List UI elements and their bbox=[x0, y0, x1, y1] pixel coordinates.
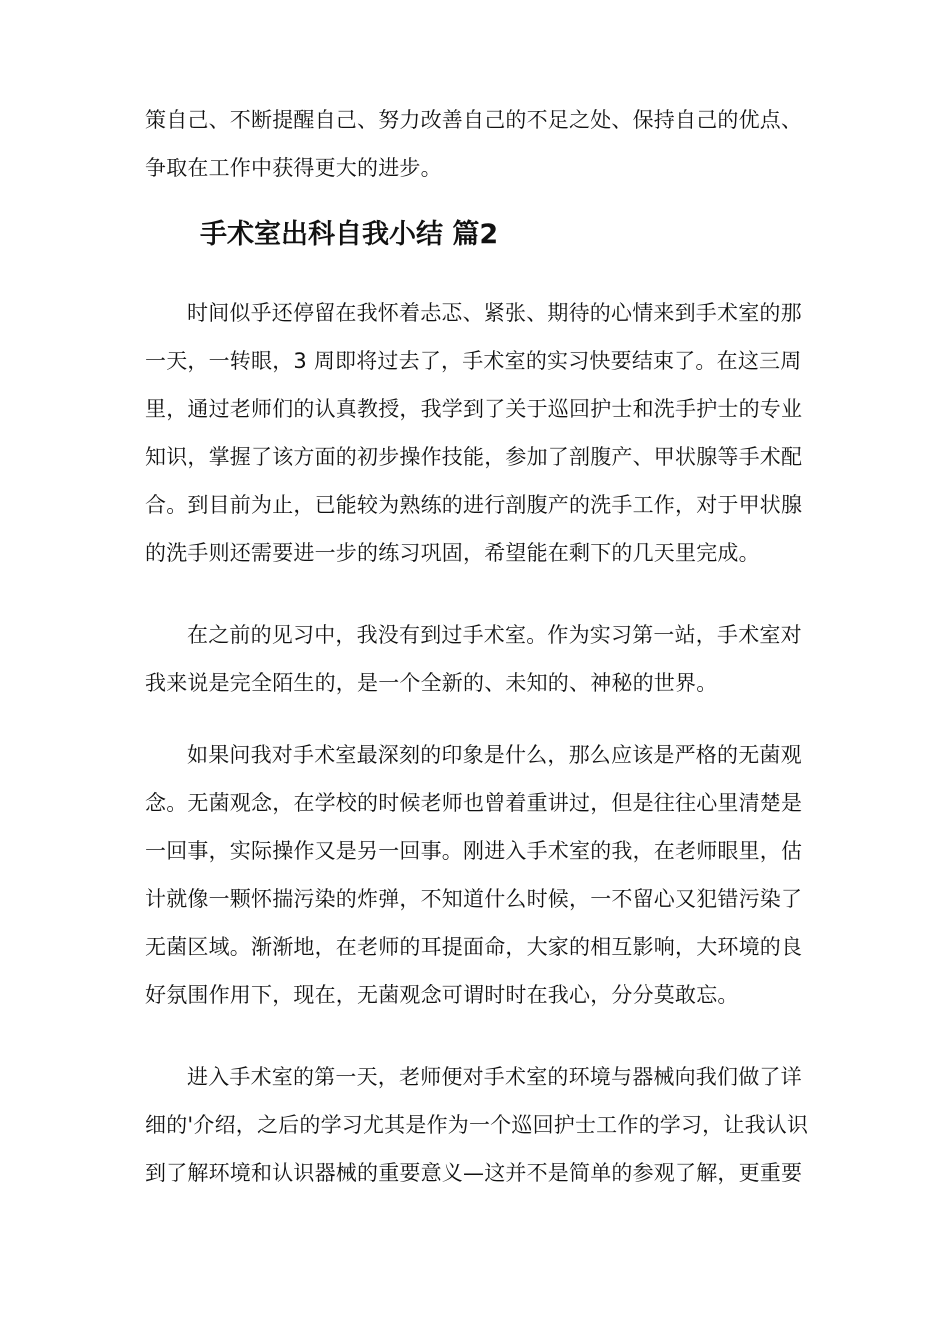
paragraph-1 bbox=[145, 289, 817, 577]
paragraph-2 bbox=[145, 611, 817, 707]
text-line: 进入手术室的第一天，老师便对手术室的环境与器械向我们做了详 bbox=[187, 1065, 802, 1089]
text-line: 合。到目前为止，已能较为熟练的进行剖腹产的洗手工作，对于甲状腺 bbox=[145, 493, 803, 517]
text-line: 计就像一颗怀揣污染的炸弹，不知道什么时候，一不留心又犯错污染了 bbox=[145, 887, 803, 911]
text-line: 策自己、不断提醒自己、努力改善自己的不足之处、保持自己的优点、 bbox=[145, 108, 803, 132]
text-line: 知识，掌握了该方面的初步操作技能，参加了剖腹产、甲状腺等手术配 bbox=[145, 445, 803, 469]
text-line: 一天，一转眼，3 周即将过去了，手术室的实习快要结束了。在这三周 bbox=[145, 349, 802, 373]
text-line: 好氛围作用下，现在，无菌观念可谓时时在我心，分分莫敢忘。 bbox=[145, 983, 739, 1007]
text-line: 如果问我对手术室最深刻的印象是什么，那么应该是严格的无菌观 bbox=[187, 743, 802, 767]
intro-paragraph bbox=[145, 96, 817, 192]
text-line: 念。无菌观念，在学校的时候老师也曾着重讲过，但是往往心里清楚是 bbox=[145, 791, 803, 815]
paragraph-3 bbox=[145, 731, 817, 1019]
text-line: 我来说是完全陌生的，是一个全新的、未知的、神秘的世界。 bbox=[145, 671, 718, 695]
text-line: 里，通过老师们的认真教授，我学到了关于巡回护士和洗手护士的专业 bbox=[145, 397, 803, 421]
text-line: 到了解环境和认识器械的重要意义—这并不是简单的参观了解，更重要 bbox=[145, 1161, 803, 1185]
text-line: 无菌区域。渐渐地，在老师的耳提面命，大家的相互影响，大环境的良 bbox=[145, 935, 803, 959]
text-line: 的洗手则还需要进一步的练习巩固，希望能在剩下的几天里完成。 bbox=[145, 541, 760, 565]
paragraph-4 bbox=[145, 1053, 817, 1197]
section-heading: 手术室出科自我小结 篇2 bbox=[200, 219, 499, 250]
text-line: 时间似乎还停留在我怀着忐忑、紧张、期待的心情来到手术室的那 bbox=[187, 301, 802, 325]
text-line: 争取在工作中获得更大的进步。 bbox=[145, 156, 442, 180]
text-line: 在之前的见习中，我没有到过手术室。作为实习第一站，手术室对 bbox=[187, 623, 802, 647]
text-line: 细的'介绍，之后的学习尤其是作为一个巡回护士工作的学习，让我认识 bbox=[145, 1113, 809, 1137]
text-line: 一回事，实际操作又是另一回事。刚进入手术室的我，在老师眼里，估 bbox=[145, 839, 803, 863]
